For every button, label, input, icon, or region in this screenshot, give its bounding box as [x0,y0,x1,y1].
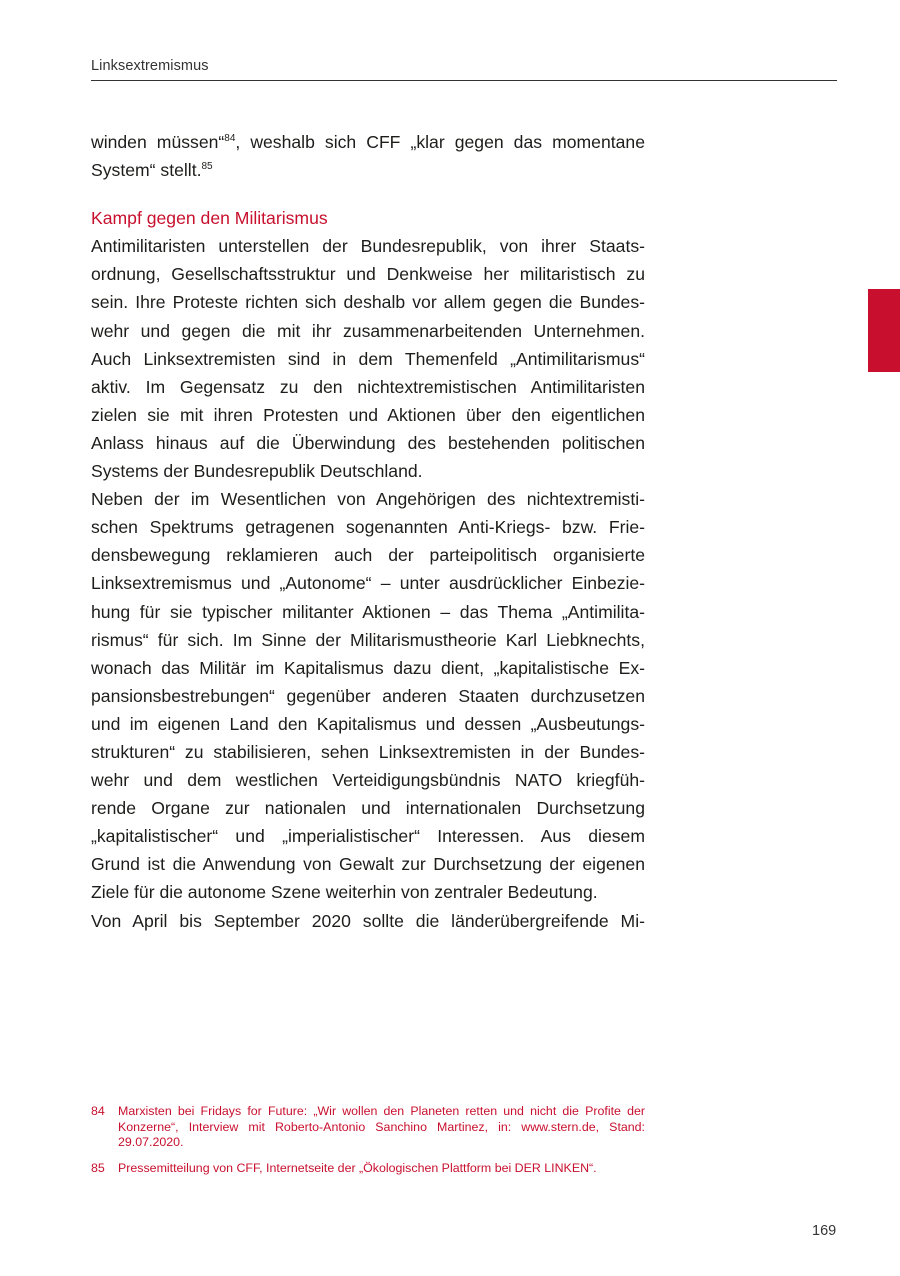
text-line: hung für sie typischer militanter Aktionen – das Thema „Antimilita- [91,601,645,622]
text-line: „kapitalistischer“ und „imperialistischer“ Interessen. Aus diesem [91,826,645,847]
text-line: densbewegung reklamieren auch der parteipolitisch organisierte [91,545,645,566]
text-line: Linksextremismus und „Autonome“ – unter ausdrücklicher Einbezie- [91,573,645,594]
running-header: Linksextremismus [91,58,209,74]
intro-line [91,156,645,184]
footnote-text [118,1161,645,1177]
intro-text-c: System“ stellt. [91,160,202,181]
text-line: und im eigenen Land den Kapitalismus und dessen „Ausbeutungs- [91,713,645,734]
text-line: Neben der im Wesentlichen von Angehörigen des nichtextremisti- [91,489,645,510]
footnotes [91,1104,645,1186]
intro-paragraph [91,128,645,184]
text-line: wehr und dem westlichen Verteidigungsbündnis NATO kriegfüh- [91,770,645,791]
footnote-84 [91,1104,645,1151]
text-line: aktiv. Im Gegensatz zu den nichtextremistischen Antimilitaristen [91,376,645,397]
text-line: zielen sie mit ihren Protesten und Aktionen über den eigentlichen [91,404,645,425]
text-line: rismus“ für sich. Im Sinne der Militarismustheorie Karl Liebknechts, [91,629,645,650]
text-line: Marxisten bei Fridays for Future: „Wir wollen den Planeten retten und nicht die Profite der [118,1104,645,1118]
page-number: 169 [812,1223,837,1239]
text-line: strukturen“ zu stabilisieren, sehen Linksextremisten in der Bundes- [91,741,645,762]
footnote-85 [91,1161,645,1177]
spacer [91,184,645,204]
paragraph-antimilitarismus [91,232,645,485]
text-line: Pressemitteilung von CFF, Internetseite der „Ökologischen Plattform bei DER LINKEN“. [118,1160,597,1175]
text-line: 29.07.2020. [118,1135,184,1149]
main-text [91,128,645,935]
text-line: Auch Linksextremisten sind in dem Themenfeld „Antimilitarismus“ [91,348,645,369]
section-heading: Kampf gegen den Militarismus [91,208,328,229]
footnote-ref-84[interactable]: 84 [224,133,236,144]
intro-line [91,128,645,156]
text-line: schen Spektrums getragenen sogenannten Anti-Kriegs- bzw. Frie- [91,517,645,538]
chapter-tab-marker [868,289,900,372]
footnote-number: 84 [91,1104,105,1118]
text-line: ordnung, Gesellschaftsstruktur und Denkweise her militaristisch zu [91,264,645,285]
text-line: Konzerne“, Interview mit Roberto-Antonio Sanchino Martinez, in: www.stern.de, Stand: [118,1119,645,1134]
text-line: Systems der Bundesrepublik Deutschland. [91,461,423,482]
intro-text-a: winden müssen“ [91,132,225,152]
text-line: Grund ist die Anwendung von Gewalt zur Durchsetzung der eigenen [91,854,645,875]
text-line: sein. Ihre Proteste richten sich deshalb vor allem gegen die Bundes- [91,292,645,313]
paragraph-linksextremismus [91,485,645,906]
text-line: wonach das Militär im Kapitalismus dazu dient, „kapitalistische Ex- [91,657,645,678]
text-line: pansionsbestrebungen“ gegenüber anderen Staaten durchzusetzen [91,685,645,706]
text-line: Von April bis September 2020 sollte die länderübergreifende Mi- [91,910,645,931]
header-rule [91,80,837,81]
footnote-number: 85 [91,1160,105,1175]
text-line: wehr und gegen die mit ihr zusammenarbeitenden Unternehmen. [91,320,645,341]
footnote-ref-85[interactable]: 85 [201,161,213,173]
paragraph-continuation [91,907,645,935]
text-line: rende Organe zur nationalen und internationalen Durchsetzung [91,798,645,819]
text-line: Anlass hinaus auf die Überwindung des bestehenden politischen [91,432,645,453]
text-line: Antimilitaristen unterstellen der Bundesrepublik, von ihrer Staats- [91,236,645,257]
intro-text-b: , weshalb sich CFF „klar gegen das momentane [235,132,645,152]
footnote-text [118,1104,645,1151]
text-line: Ziele für die autonome Szene weiterhin von zentraler Bedeutung. [91,882,598,903]
